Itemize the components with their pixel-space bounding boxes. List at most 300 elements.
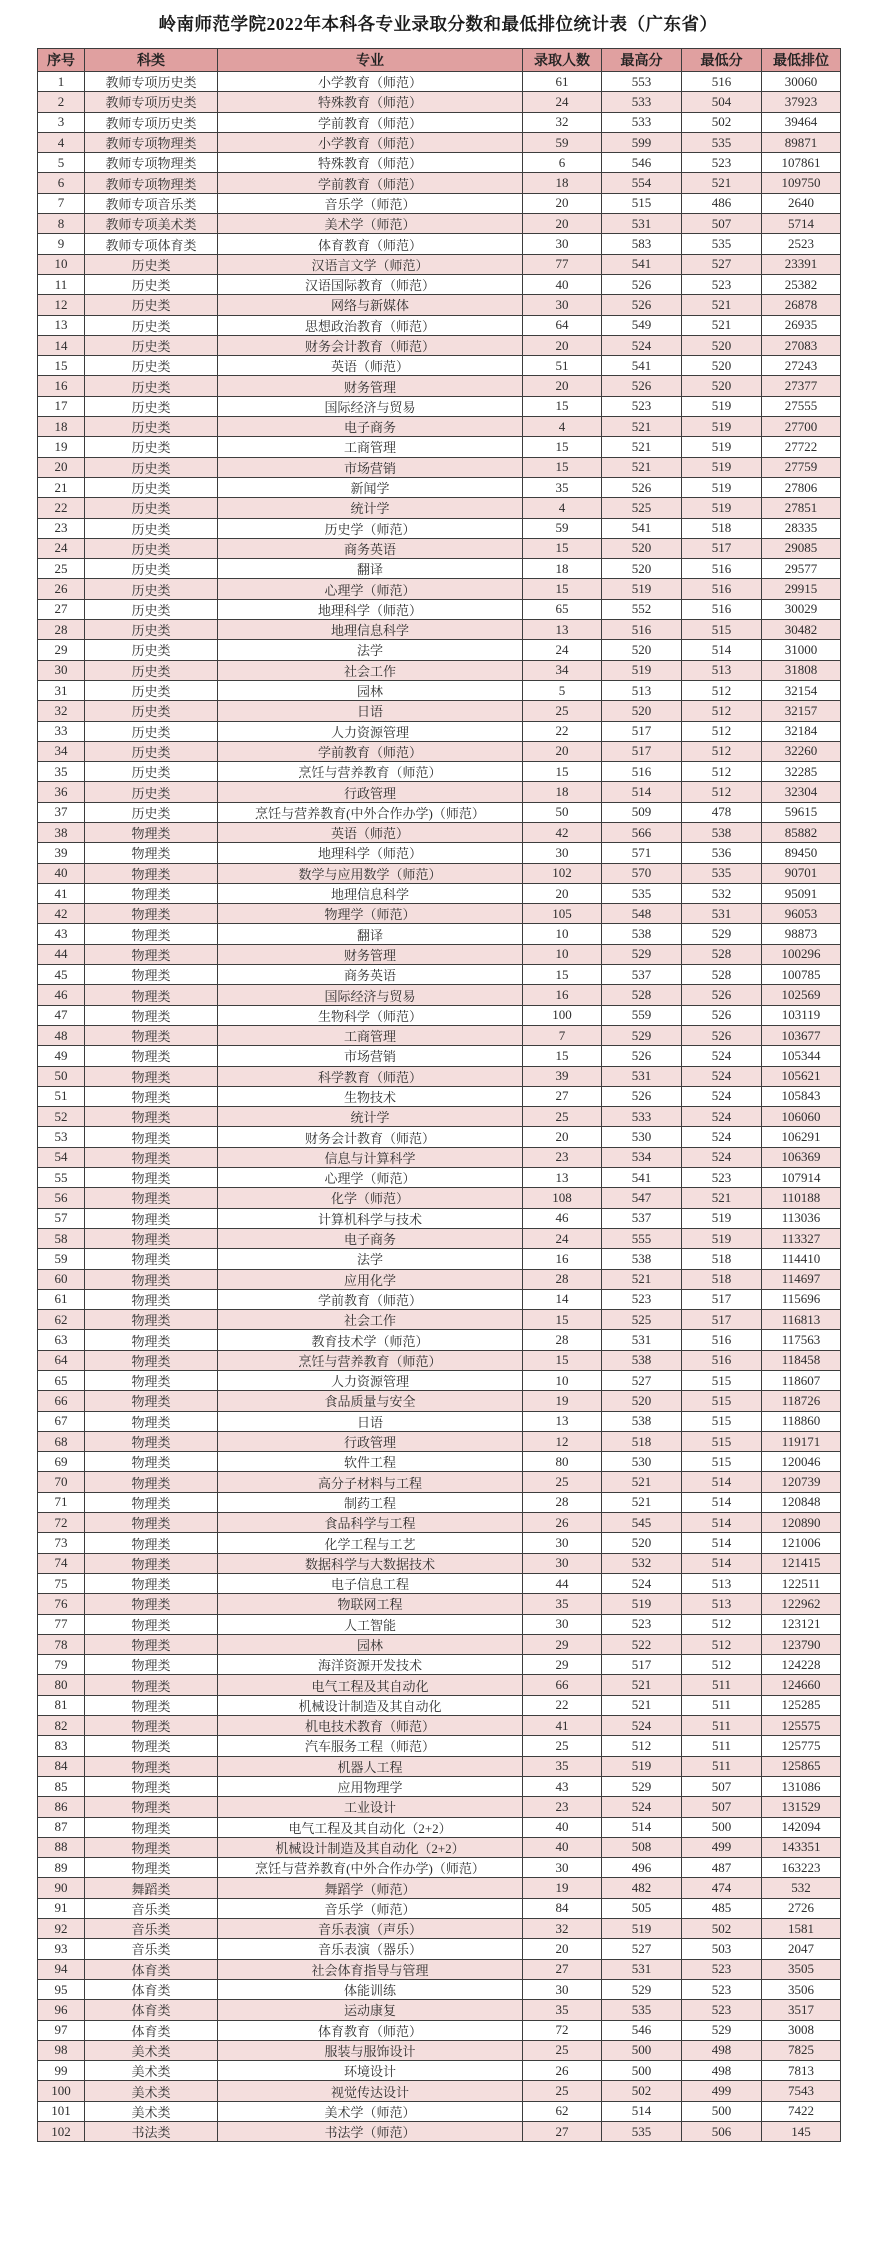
category: 物理类 (85, 1350, 218, 1370)
category: 音乐类 (85, 1939, 218, 1959)
table-row (38, 620, 841, 640)
col-header-min-rank: 最低排位 (762, 49, 841, 72)
row-index: 102 (38, 2121, 85, 2141)
major: 数学与应用数学（师范） (218, 863, 523, 883)
row-index: 64 (38, 1350, 85, 1370)
min-score: 512 (682, 1614, 762, 1634)
category: 历史类 (85, 457, 218, 477)
min-score: 524 (682, 1086, 762, 1106)
max-score: 517 (602, 721, 682, 741)
major: 特殊教育（师范） (218, 153, 523, 173)
major: 机电技术教育（师范） (218, 1716, 523, 1736)
min-rank: 27851 (762, 498, 841, 518)
major: 电子商务 (218, 1228, 523, 1248)
major: 人力资源管理 (218, 721, 523, 741)
min-score: 529 (682, 924, 762, 944)
min-score: 514 (682, 1472, 762, 1492)
admit-count: 13 (523, 1168, 602, 1188)
category: 教师专项历史类 (85, 92, 218, 112)
admit-count: 30 (523, 1979, 602, 1999)
major: 小学教育（师范） (218, 132, 523, 152)
max-score: 541 (602, 356, 682, 376)
category: 物理类 (85, 1756, 218, 1776)
min-score: 511 (682, 1716, 762, 1736)
max-score: 519 (602, 1756, 682, 1776)
table-row (38, 518, 841, 538)
row-index: 36 (38, 782, 85, 802)
min-score: 519 (682, 417, 762, 437)
max-score: 509 (602, 802, 682, 822)
min-score: 526 (682, 1025, 762, 1045)
row-index: 2 (38, 92, 85, 112)
category: 物理类 (85, 1452, 218, 1472)
min-rank: 107861 (762, 153, 841, 173)
admit-count: 15 (523, 1310, 602, 1330)
min-score: 515 (682, 1371, 762, 1391)
major: 财务会计教育（师范） (218, 1127, 523, 1147)
admit-count: 20 (523, 214, 602, 234)
row-index: 71 (38, 1492, 85, 1512)
row-index: 44 (38, 944, 85, 964)
row-index: 84 (38, 1756, 85, 1776)
admit-count: 4 (523, 417, 602, 437)
table-row (38, 802, 841, 822)
category: 历史类 (85, 538, 218, 558)
min-rank: 27083 (762, 335, 841, 355)
min-rank: 29577 (762, 559, 841, 579)
category: 物理类 (85, 1594, 218, 1614)
max-score: 521 (602, 1492, 682, 1512)
category: 物理类 (85, 1188, 218, 1208)
min-score: 516 (682, 72, 762, 92)
major: 行政管理 (218, 782, 523, 802)
table-row (38, 1208, 841, 1228)
major: 统计学 (218, 498, 523, 518)
max-score: 517 (602, 741, 682, 761)
major: 英语（师范） (218, 822, 523, 842)
admit-count: 42 (523, 822, 602, 842)
table-row (38, 1228, 841, 1248)
min-rank: 131086 (762, 1776, 841, 1796)
table-row (38, 1046, 841, 1066)
min-score: 524 (682, 1107, 762, 1127)
row-index: 95 (38, 1979, 85, 1999)
category: 历史类 (85, 721, 218, 741)
major: 机械设计制造及其自动化 (218, 1695, 523, 1715)
admit-count: 59 (523, 132, 602, 152)
max-score: 519 (602, 1919, 682, 1939)
min-rank: 114410 (762, 1249, 841, 1269)
row-index: 92 (38, 1919, 85, 1939)
major: 音乐学（师范） (218, 1898, 523, 1918)
category: 体育类 (85, 1979, 218, 1999)
min-rank: 120046 (762, 1452, 841, 1472)
min-score: 521 (682, 173, 762, 193)
max-score: 514 (602, 1817, 682, 1837)
min-score: 515 (682, 1391, 762, 1411)
table-row (38, 1959, 841, 1979)
min-rank: 2726 (762, 1898, 841, 1918)
category: 物理类 (85, 924, 218, 944)
category: 美术类 (85, 2101, 218, 2121)
major: 市场营销 (218, 1046, 523, 1066)
min-score: 512 (682, 680, 762, 700)
min-score: 519 (682, 457, 762, 477)
max-score: 520 (602, 1391, 682, 1411)
category: 物理类 (85, 1736, 218, 1756)
min-score: 485 (682, 1898, 762, 1918)
category: 物理类 (85, 1675, 218, 1695)
category: 物理类 (85, 1371, 218, 1391)
row-index: 50 (38, 1066, 85, 1086)
max-score: 531 (602, 1066, 682, 1086)
table-row (38, 1594, 841, 1614)
max-score: 531 (602, 1959, 682, 1979)
major: 地理信息科学 (218, 620, 523, 640)
min-score: 511 (682, 1756, 762, 1776)
min-score: 518 (682, 1249, 762, 1269)
category: 历史类 (85, 782, 218, 802)
major: 食品质量与安全 (218, 1391, 523, 1411)
admit-count: 18 (523, 173, 602, 193)
admit-count: 20 (523, 883, 602, 903)
category: 历史类 (85, 254, 218, 274)
row-index: 67 (38, 1411, 85, 1431)
row-index: 55 (38, 1168, 85, 1188)
min-score: 504 (682, 92, 762, 112)
min-score: 500 (682, 2101, 762, 2121)
major: 信息与计算科学 (218, 1147, 523, 1167)
major: 日语 (218, 701, 523, 721)
min-rank: 107914 (762, 1168, 841, 1188)
min-score: 521 (682, 1188, 762, 1208)
max-score: 526 (602, 274, 682, 294)
row-index: 77 (38, 1614, 85, 1634)
major: 应用化学 (218, 1269, 523, 1289)
admit-count: 39 (523, 1066, 602, 1086)
table-row (38, 457, 841, 477)
row-index: 22 (38, 498, 85, 518)
category: 历史类 (85, 274, 218, 294)
min-rank: 120890 (762, 1513, 841, 1533)
admit-count: 15 (523, 965, 602, 985)
min-rank: 100296 (762, 944, 841, 964)
admit-count: 59 (523, 518, 602, 538)
table-row (38, 579, 841, 599)
max-score: 529 (602, 944, 682, 964)
row-index: 5 (38, 153, 85, 173)
table-row (38, 1837, 841, 1857)
max-score: 530 (602, 1452, 682, 1472)
admit-count: 61 (523, 72, 602, 92)
min-score: 519 (682, 1208, 762, 1228)
min-rank: 29085 (762, 538, 841, 558)
table-row (38, 1249, 841, 1269)
row-index: 78 (38, 1634, 85, 1654)
admit-count: 108 (523, 1188, 602, 1208)
admit-count: 24 (523, 640, 602, 660)
admit-count: 25 (523, 2040, 602, 2060)
min-score: 515 (682, 1431, 762, 1451)
admit-count: 15 (523, 1046, 602, 1066)
row-index: 43 (38, 924, 85, 944)
max-score: 514 (602, 2101, 682, 2121)
major: 园林 (218, 680, 523, 700)
max-score: 537 (602, 1208, 682, 1228)
major: 法学 (218, 1249, 523, 1269)
admit-count: 25 (523, 2081, 602, 2101)
col-header-major: 专业 (218, 49, 523, 72)
row-index: 80 (38, 1675, 85, 1695)
row-index: 73 (38, 1533, 85, 1553)
admit-count: 25 (523, 1107, 602, 1127)
admit-count: 6 (523, 153, 602, 173)
min-rank: 37923 (762, 92, 841, 112)
admit-count: 22 (523, 721, 602, 741)
min-score: 516 (682, 1330, 762, 1350)
category: 美术类 (85, 2081, 218, 2101)
max-score: 570 (602, 863, 682, 883)
max-score: 520 (602, 1533, 682, 1553)
max-score: 531 (602, 1330, 682, 1350)
admit-count: 20 (523, 1939, 602, 1959)
min-rank: 32154 (762, 680, 841, 700)
row-index: 81 (38, 1695, 85, 1715)
table-row (38, 1168, 841, 1188)
max-score: 523 (602, 1614, 682, 1634)
admit-count: 27 (523, 1959, 602, 1979)
min-rank: 95091 (762, 883, 841, 903)
row-index: 42 (38, 904, 85, 924)
max-score: 521 (602, 1269, 682, 1289)
admit-count: 15 (523, 538, 602, 558)
max-score: 505 (602, 1898, 682, 1918)
row-index: 37 (38, 802, 85, 822)
min-rank: 125285 (762, 1695, 841, 1715)
min-score: 517 (682, 538, 762, 558)
min-rank: 106369 (762, 1147, 841, 1167)
category: 物理类 (85, 1168, 218, 1188)
min-score: 514 (682, 640, 762, 660)
admit-count: 13 (523, 620, 602, 640)
min-rank: 31000 (762, 640, 841, 660)
min-rank: 105621 (762, 1066, 841, 1086)
min-score: 523 (682, 1168, 762, 1188)
admit-count: 100 (523, 1005, 602, 1025)
admit-count: 19 (523, 1391, 602, 1411)
table-row (38, 863, 841, 883)
row-index: 16 (38, 376, 85, 396)
min-rank: 109750 (762, 173, 841, 193)
major: 财务管理 (218, 376, 523, 396)
min-rank: 125865 (762, 1756, 841, 1776)
max-score: 521 (602, 1472, 682, 1492)
admit-count: 24 (523, 92, 602, 112)
row-index: 15 (38, 356, 85, 376)
admit-count: 16 (523, 1249, 602, 1269)
category: 美术类 (85, 2040, 218, 2060)
min-rank: 118607 (762, 1371, 841, 1391)
min-score: 518 (682, 1269, 762, 1289)
max-score: 535 (602, 2000, 682, 2020)
admit-count: 28 (523, 1330, 602, 1350)
min-rank: 114697 (762, 1269, 841, 1289)
row-index: 72 (38, 1513, 85, 1533)
row-index: 12 (38, 295, 85, 315)
table-row (38, 2081, 841, 2101)
min-rank: 5714 (762, 214, 841, 234)
table-row (38, 599, 841, 619)
min-rank: 89871 (762, 132, 841, 152)
min-score: 516 (682, 559, 762, 579)
table-row (38, 315, 841, 335)
min-score: 523 (682, 2000, 762, 2020)
admit-count: 27 (523, 1086, 602, 1106)
row-index: 90 (38, 1878, 85, 1898)
max-score: 524 (602, 1573, 682, 1593)
max-score: 525 (602, 1310, 682, 1330)
table-row (38, 1452, 841, 1472)
min-score: 513 (682, 1573, 762, 1593)
min-rank: 30029 (762, 599, 841, 619)
max-score: 532 (602, 1553, 682, 1573)
row-index: 87 (38, 1817, 85, 1837)
table-row (38, 822, 841, 842)
major: 生物技术 (218, 1086, 523, 1106)
major: 烹饪与营养教育(中外合作办学)（师范） (218, 1858, 523, 1878)
table-row (38, 1573, 841, 1593)
major: 电气工程及其自动化 (218, 1675, 523, 1695)
min-rank: 125775 (762, 1736, 841, 1756)
admit-count: 30 (523, 1553, 602, 1573)
min-score: 521 (682, 295, 762, 315)
row-index: 34 (38, 741, 85, 761)
major: 电子商务 (218, 417, 523, 437)
min-rank: 120848 (762, 1492, 841, 1512)
table-row (38, 1716, 841, 1736)
max-score: 519 (602, 660, 682, 680)
row-index: 33 (38, 721, 85, 741)
category: 物理类 (85, 1269, 218, 1289)
major: 国际经济与贸易 (218, 396, 523, 416)
major: 学前教育（师范） (218, 1289, 523, 1309)
row-index: 69 (38, 1452, 85, 1472)
admit-count: 15 (523, 457, 602, 477)
max-score: 523 (602, 396, 682, 416)
major: 音乐表演（声乐） (218, 1919, 523, 1939)
category: 历史类 (85, 477, 218, 497)
row-index: 74 (38, 1553, 85, 1573)
min-score: 502 (682, 112, 762, 132)
category: 物理类 (85, 822, 218, 842)
row-index: 20 (38, 457, 85, 477)
max-score: 519 (602, 1594, 682, 1614)
min-rank: 98873 (762, 924, 841, 944)
min-score: 474 (682, 1878, 762, 1898)
table-row (38, 1147, 841, 1167)
min-rank: 145 (762, 2121, 841, 2141)
row-index: 68 (38, 1431, 85, 1451)
major: 计算机科学与技术 (218, 1208, 523, 1228)
admit-count: 66 (523, 1675, 602, 1695)
max-score: 533 (602, 92, 682, 112)
table-row (38, 904, 841, 924)
table-row (38, 944, 841, 964)
category: 历史类 (85, 680, 218, 700)
table-row (38, 965, 841, 985)
admit-count: 20 (523, 335, 602, 355)
major: 国际经济与贸易 (218, 985, 523, 1005)
major: 生物科学（师范） (218, 1005, 523, 1025)
min-rank: 27806 (762, 477, 841, 497)
table-row (38, 1289, 841, 1309)
min-rank: 122511 (762, 1573, 841, 1593)
row-index: 53 (38, 1127, 85, 1147)
min-score: 507 (682, 1797, 762, 1817)
min-score: 515 (682, 1452, 762, 1472)
min-score: 517 (682, 1310, 762, 1330)
category: 历史类 (85, 660, 218, 680)
max-score: 529 (602, 1979, 682, 1999)
max-score: 521 (602, 1675, 682, 1695)
category: 物理类 (85, 1127, 218, 1147)
major: 音乐学（师范） (218, 193, 523, 213)
row-index: 45 (38, 965, 85, 985)
admit-count: 62 (523, 2101, 602, 2121)
admit-count: 35 (523, 2000, 602, 2020)
major: 新闻学 (218, 477, 523, 497)
min-rank: 25382 (762, 274, 841, 294)
min-rank: 2523 (762, 234, 841, 254)
max-score: 534 (602, 1147, 682, 1167)
max-score: 517 (602, 1655, 682, 1675)
major: 海洋资源开发技术 (218, 1655, 523, 1675)
max-score: 541 (602, 518, 682, 538)
row-index: 82 (38, 1716, 85, 1736)
category: 物理类 (85, 1614, 218, 1634)
row-index: 31 (38, 680, 85, 700)
max-score: 538 (602, 1411, 682, 1431)
min-rank: 110188 (762, 1188, 841, 1208)
min-rank: 123790 (762, 1634, 841, 1654)
min-rank: 27377 (762, 376, 841, 396)
min-score: 500 (682, 1817, 762, 1837)
table-row (38, 721, 841, 741)
major: 制药工程 (218, 1492, 523, 1512)
min-score: 511 (682, 1736, 762, 1756)
major: 学前教育（师范） (218, 173, 523, 193)
admit-count: 30 (523, 1858, 602, 1878)
table-row (38, 132, 841, 152)
category: 物理类 (85, 1249, 218, 1269)
min-rank: 143351 (762, 1837, 841, 1857)
category: 历史类 (85, 417, 218, 437)
table-row (38, 1939, 841, 1959)
table-row (38, 1675, 841, 1695)
min-rank: 124228 (762, 1655, 841, 1675)
table-row (38, 254, 841, 274)
category: 物理类 (85, 1817, 218, 1837)
max-score: 553 (602, 72, 682, 92)
max-score: 535 (602, 2121, 682, 2141)
min-score: 536 (682, 843, 762, 863)
min-score: 498 (682, 2061, 762, 2081)
category: 物理类 (85, 1330, 218, 1350)
table-row (38, 417, 841, 437)
min-score: 514 (682, 1492, 762, 1512)
min-score: 531 (682, 904, 762, 924)
admit-count: 40 (523, 274, 602, 294)
